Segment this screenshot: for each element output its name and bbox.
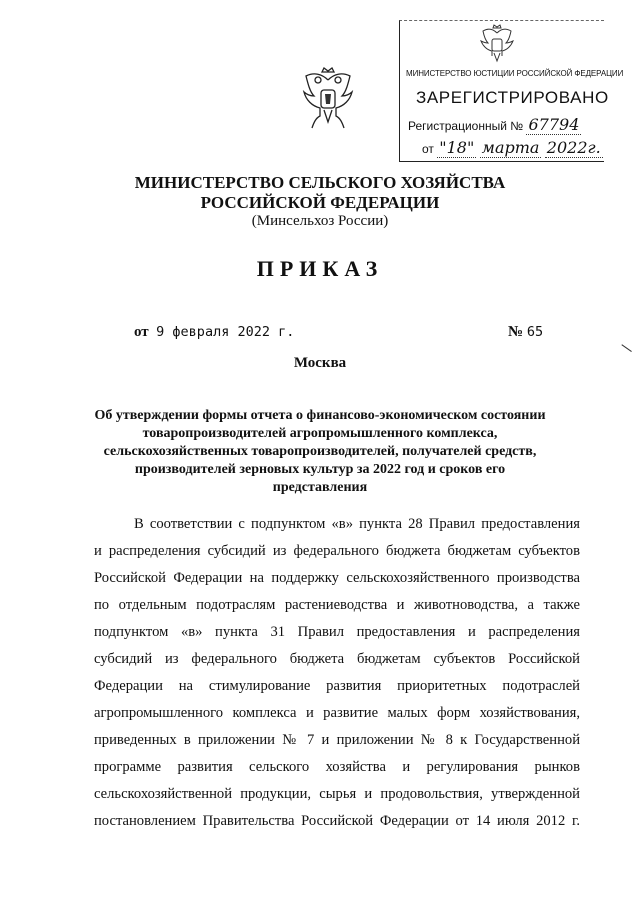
margin-pen-mark bbox=[621, 336, 637, 352]
subject-line: производителей зерновых культур за 2022 год и сроков его bbox=[134, 462, 506, 477]
stamp-reg-label: Регистрационный № bbox=[408, 119, 524, 133]
body-line: субсидий из федерального бюджета бюджетам субъектов Российской bbox=[94, 651, 580, 667]
stamp-date-row bbox=[422, 138, 603, 158]
subject-line: представления bbox=[272, 480, 368, 495]
order-number-prefix: № bbox=[508, 324, 524, 340]
subject-line: Об утверждении формы отчета о финансово-экономическом состоянии bbox=[94, 408, 546, 423]
stamp-date-year: 2022г. bbox=[546, 138, 601, 157]
body-line: Российской Федерации на поддержку сельскохозяйственного производства bbox=[94, 570, 580, 586]
body-line: Федерации на стимулирование развития приоритетных подотраслей bbox=[94, 678, 580, 694]
body-line: приведенных в приложении № 7 и приложении № 8 к Государственной bbox=[94, 732, 580, 748]
stamp-ministry-name: МИНИСТЕРСТВО ЮСТИЦИИ РОССИЙСКОЙ ФЕДЕРАЦИИ bbox=[406, 69, 624, 78]
body-line: постановлением Правительства Российской Федерации от 14 июля 2012 г. bbox=[94, 813, 580, 829]
stamp-date-prefix: от bbox=[422, 142, 434, 156]
registration-stamp bbox=[399, 20, 624, 162]
order-subject bbox=[70, 407, 570, 497]
stamp-date-month: марта bbox=[481, 138, 540, 157]
body-line: В соответствии с подпунктом «в» пункта 28 Правил предоставления bbox=[134, 516, 580, 532]
ministry-short-name: (Минсельхоз России) bbox=[251, 213, 389, 229]
coat-of-arms-icon bbox=[300, 66, 356, 132]
body-line: по отдельным подотраслям растениеводства и животноводства, а также bbox=[94, 597, 580, 613]
document-type-title: ПРИКАЗ bbox=[256, 256, 384, 281]
body-line: сельскохозяйственной продукции, сырья и продовольствия, утвержденной bbox=[94, 786, 580, 802]
stamp-registration-row bbox=[408, 115, 581, 135]
order-number-value: 65 bbox=[526, 324, 544, 340]
subject-line: сельскохозяйственных товаропроизводителей, получателей средств, bbox=[103, 444, 537, 459]
stamp-date-day: "18" bbox=[439, 138, 475, 157]
order-number bbox=[508, 324, 543, 341]
stamp-registered-label: ЗАРЕГИСТРИРОВАНО bbox=[416, 88, 609, 107]
subject-line: товаропроизводителей агропромышленного комплекса, bbox=[142, 426, 498, 441]
body-line: агропромышленного комплекса и развитие малых форм хозяйствования, bbox=[94, 705, 580, 721]
ministry-name-line-1: МИНИСТЕРСТВО СЕЛЬСКОГО ХОЗЯЙСТВА bbox=[134, 173, 506, 192]
order-date bbox=[134, 324, 294, 341]
order-date-value: 9 февраля 2022 г. bbox=[156, 324, 295, 340]
ministry-name-line-2: РОССИЙСКОЙ ФЕДЕРАЦИИ bbox=[200, 193, 440, 212]
city-name: Москва bbox=[293, 355, 347, 371]
stamp-reg-number: 67794 bbox=[528, 115, 580, 134]
body-line: и распределения субсидий из федерального бюджета бюджетам субъектов bbox=[94, 543, 580, 559]
order-date-prefix: от bbox=[134, 324, 149, 340]
stamp-emblem-icon bbox=[478, 24, 516, 64]
body-line: программе развития сельского хозяйства и регулирования рынков bbox=[94, 759, 580, 775]
body-line: подпунктом «в» пункта 31 Правил предоставления и распределения bbox=[94, 624, 580, 640]
